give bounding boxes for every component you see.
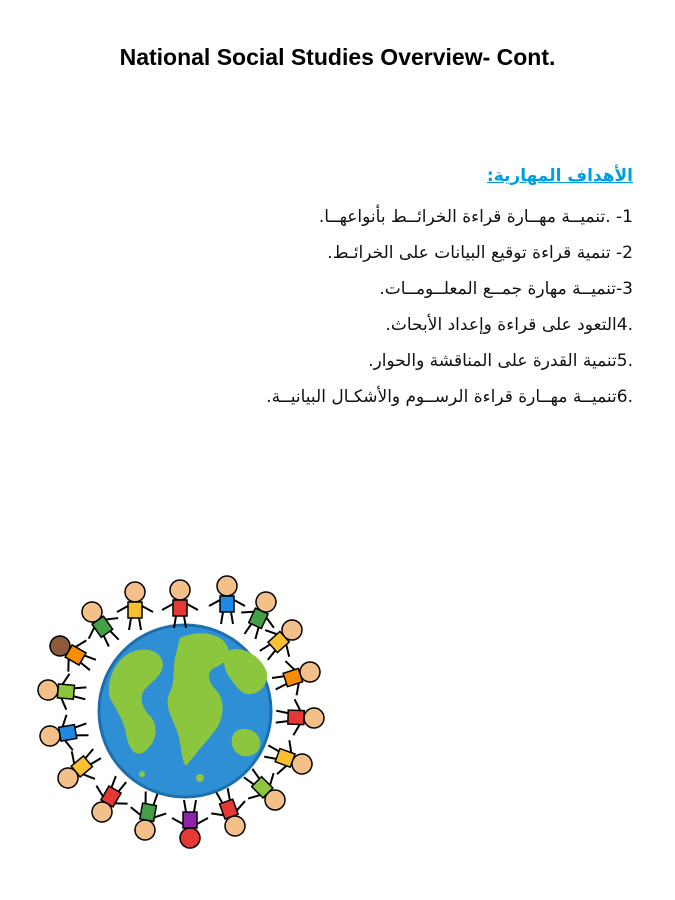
globe	[99, 625, 271, 797]
list-item: 1- .تنميــة مهــارة قراءة الخرائــط بأنواعهــا.	[318, 207, 633, 227]
earth-children-illustration	[30, 568, 335, 860]
list-item: 3-تنميــة مهارة جمــع المعلــومــات.	[379, 279, 633, 299]
list-item: 2- تنمية قراءة توقيع البيانات على الخرائـط.	[327, 243, 633, 263]
skills-list	[266, 203, 633, 419]
list-item: .5تنمية القدرة على المناقشة والحوار.	[368, 351, 633, 371]
list-item: .6تنميــة مهــارة قراءة الرســوم والأشكـال البيانيــة.	[266, 387, 633, 407]
skills-heading: الأهداف المهارية:	[486, 166, 633, 186]
page-title: National Social Studies Overview- Cont.	[119, 44, 556, 70]
list-item: .4التعود على قراءة وإعداد الأبحاث.	[385, 315, 633, 335]
